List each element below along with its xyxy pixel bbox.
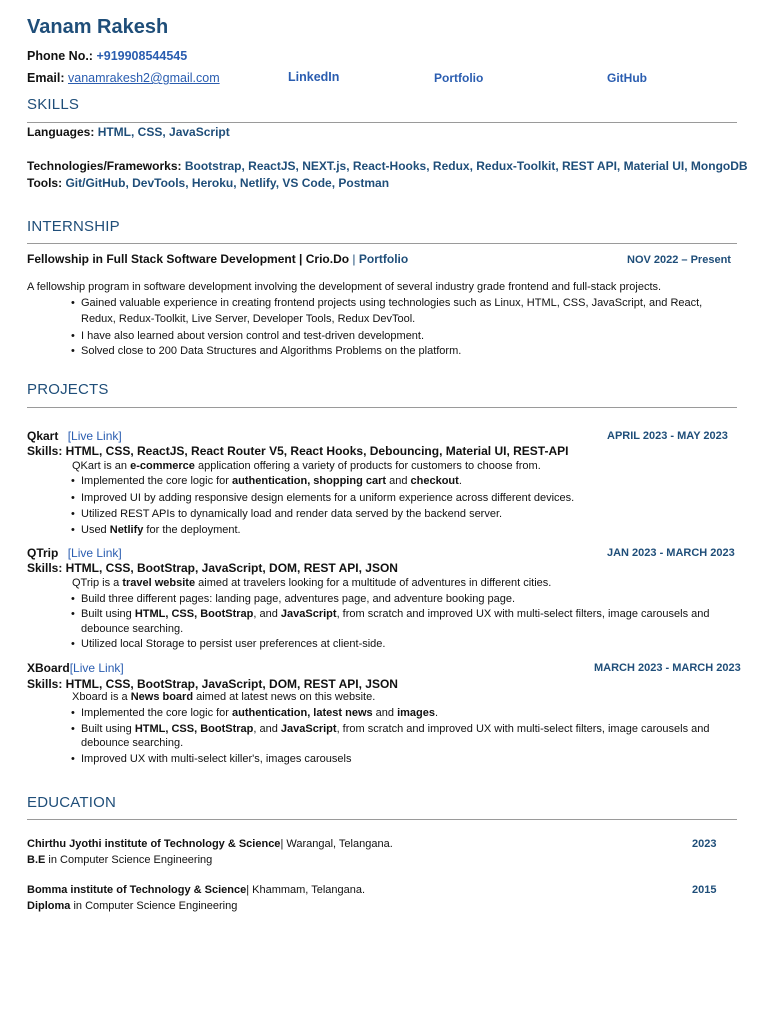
education-location: | Warangal, Telangana.: [280, 838, 393, 850]
email-row: [27, 71, 220, 85]
phone-label: Phone No.:: [27, 49, 93, 63]
tools-row: [27, 176, 389, 190]
project-bullet: • Improved UX with multi-select killer's, images carousels: [81, 753, 351, 765]
project-skills: Skills: HTML, CSS, ReactJS, React Router V5, React Hooks, Debouncing, Material UI, REST-API: [27, 444, 569, 458]
education-year: 2023: [692, 838, 717, 850]
projects-heading: PROJECTS: [27, 381, 109, 398]
project-date: APRIL 2023 - MAY 2023: [607, 430, 728, 442]
project-description: QTrip is a travel website aimed at travelers looking for a multitude of adventures in different cities.: [72, 577, 552, 589]
internship-divider: [27, 243, 737, 244]
internship-bullet: • I have also learned about version control and test-driven development.: [81, 330, 424, 342]
languages-label: Languages:: [27, 125, 95, 139]
project-live-link[interactable]: [Live Link]: [67, 429, 122, 443]
internship-bullet: • Gained valuable experience in creating frontend projects using technologies such as Linux, HTML, CSS, JavaScript, and React,: [81, 297, 702, 309]
skills-divider: [27, 122, 737, 123]
technologies-label: Technologies/Frameworks:: [27, 159, 182, 173]
project-skills: Skills: HTML, CSS, BootStrap, JavaScript, DOM, REST API, JSON: [27, 677, 398, 691]
education-divider: [27, 819, 737, 820]
candidate-name: Vanam Rakesh: [27, 16, 169, 38]
education-degree-row: [27, 900, 237, 912]
education-school: Chirthu Jyothi institute of Technology & Science: [27, 838, 281, 850]
project-bullet-continuation: debounce searching.: [81, 737, 184, 749]
languages-row: [27, 125, 230, 139]
project-bullet: • Implemented the core logic for authentication, shopping cart and checkout.: [81, 475, 462, 487]
technologies-value: Bootstrap, ReactJS, NEXT.js, React-Hooks, Redux, Redux-Toolkit, REST API, Material UI, MongoDB: [184, 159, 748, 173]
internship-title-row: [27, 252, 408, 266]
project-bullet: • Used Netlify for the deployment.: [81, 524, 241, 536]
linkedin-link[interactable]: LinkedIn: [288, 70, 340, 84]
phone-number[interactable]: +919908544545: [96, 49, 188, 63]
education-year: 2015: [692, 884, 717, 896]
project-bullet-continuation: debounce searching.: [81, 623, 184, 635]
project-description: Xboard is a News board aimed at latest news on this website.: [72, 691, 376, 703]
project-date: MARCH 2023 - MARCH 2023: [594, 662, 741, 674]
internship-heading: INTERNSHIP: [27, 218, 120, 235]
tools-label: Tools:: [27, 176, 63, 190]
project-bullet: • Improved UI by adding responsive design elements for a uniform experience across different devices.: [81, 492, 574, 504]
project-live-link[interactable]: [Live Link]: [69, 661, 124, 675]
tools-value: Git/GitHub, DevTools, Heroku, Netlify, VS Code, Postman: [65, 176, 390, 190]
education-degree: Diploma: [27, 900, 71, 912]
github-link[interactable]: GitHub: [607, 71, 647, 85]
education-degree: B.E: [27, 854, 46, 866]
phone-row: [27, 49, 187, 63]
projects-divider: [27, 407, 737, 408]
project-bullet: • Implemented the core logic for authentication, latest news and images.: [81, 707, 438, 719]
project-bullet: • Build three different pages: landing page, adventures page, and adventure booking page.: [81, 593, 515, 605]
project-title-row: [27, 661, 124, 675]
project-date: JAN 2023 - MARCH 2023: [607, 547, 735, 559]
technologies-row: [27, 159, 748, 173]
languages-value: HTML, CSS, JavaScript: [97, 125, 230, 139]
project-live-link[interactable]: [Live Link]: [67, 546, 122, 560]
project-title-row: [27, 546, 122, 560]
portfolio-link[interactable]: Portfolio: [434, 71, 484, 85]
email-link[interactable]: vanamrakesh2@gmail.com: [68, 71, 220, 85]
skills-heading: SKILLS: [27, 96, 80, 113]
internship-summary: A fellowship program in software development involving the development of several industry grade frontend and full-stack projects.: [27, 281, 662, 293]
education-heading: EDUCATION: [27, 794, 117, 811]
project-bullet: • Built using HTML, CSS, BootStrap, and JavaScript, from scratch and improved UX with multi-select filters, image carousels and: [81, 723, 709, 735]
internship-separator: |: [349, 252, 359, 266]
education-school-row: [27, 884, 365, 896]
project-bullet: • Utilized REST APIs to dynamically load and render data served by the backend server.: [81, 508, 502, 520]
project-bullet: • Utilized local Storage to persist user preferences at client-side.: [81, 638, 385, 650]
project-name: Qkart: [27, 429, 59, 443]
email-label: Email:: [27, 71, 65, 85]
project-bullet: • Built using HTML, CSS, BootStrap, and JavaScript, from scratch and improved UX with multi-select filters, image carousels and: [81, 608, 709, 620]
internship-date: NOV 2022 – Present: [627, 254, 731, 266]
education-location: | Khammam, Telangana.: [246, 884, 366, 896]
internship-bullet: • Solved close to 200 Data Structures and Algorithms Problems on the platform.: [81, 345, 461, 357]
internship-role: Fellowship in Full Stack Software Development | Crio.Do: [27, 252, 350, 266]
project-name: QTrip: [27, 546, 59, 560]
education-field: in Computer Science Engineering: [70, 900, 238, 912]
internship-bullet-continuation: Redux, Redux-Toolkit, Live Server, Developer Tools, Redux DevTool.: [81, 313, 416, 325]
project-skills: Skills: HTML, CSS, BootStrap, JavaScript, DOM, REST API, JSON: [27, 561, 398, 575]
project-name: XBoard: [27, 661, 70, 675]
education-school-row: [27, 838, 393, 850]
project-title-row: [27, 429, 122, 443]
project-description: QKart is an e-commerce application offering a variety of products for customers to choose from.: [72, 460, 541, 472]
internship-portfolio-link[interactable]: Portfolio: [358, 252, 409, 266]
education-degree-row: [27, 854, 212, 866]
education-field: in Computer Science Engineering: [45, 854, 213, 866]
education-school: Bomma institute of Technology & Science: [27, 884, 247, 896]
